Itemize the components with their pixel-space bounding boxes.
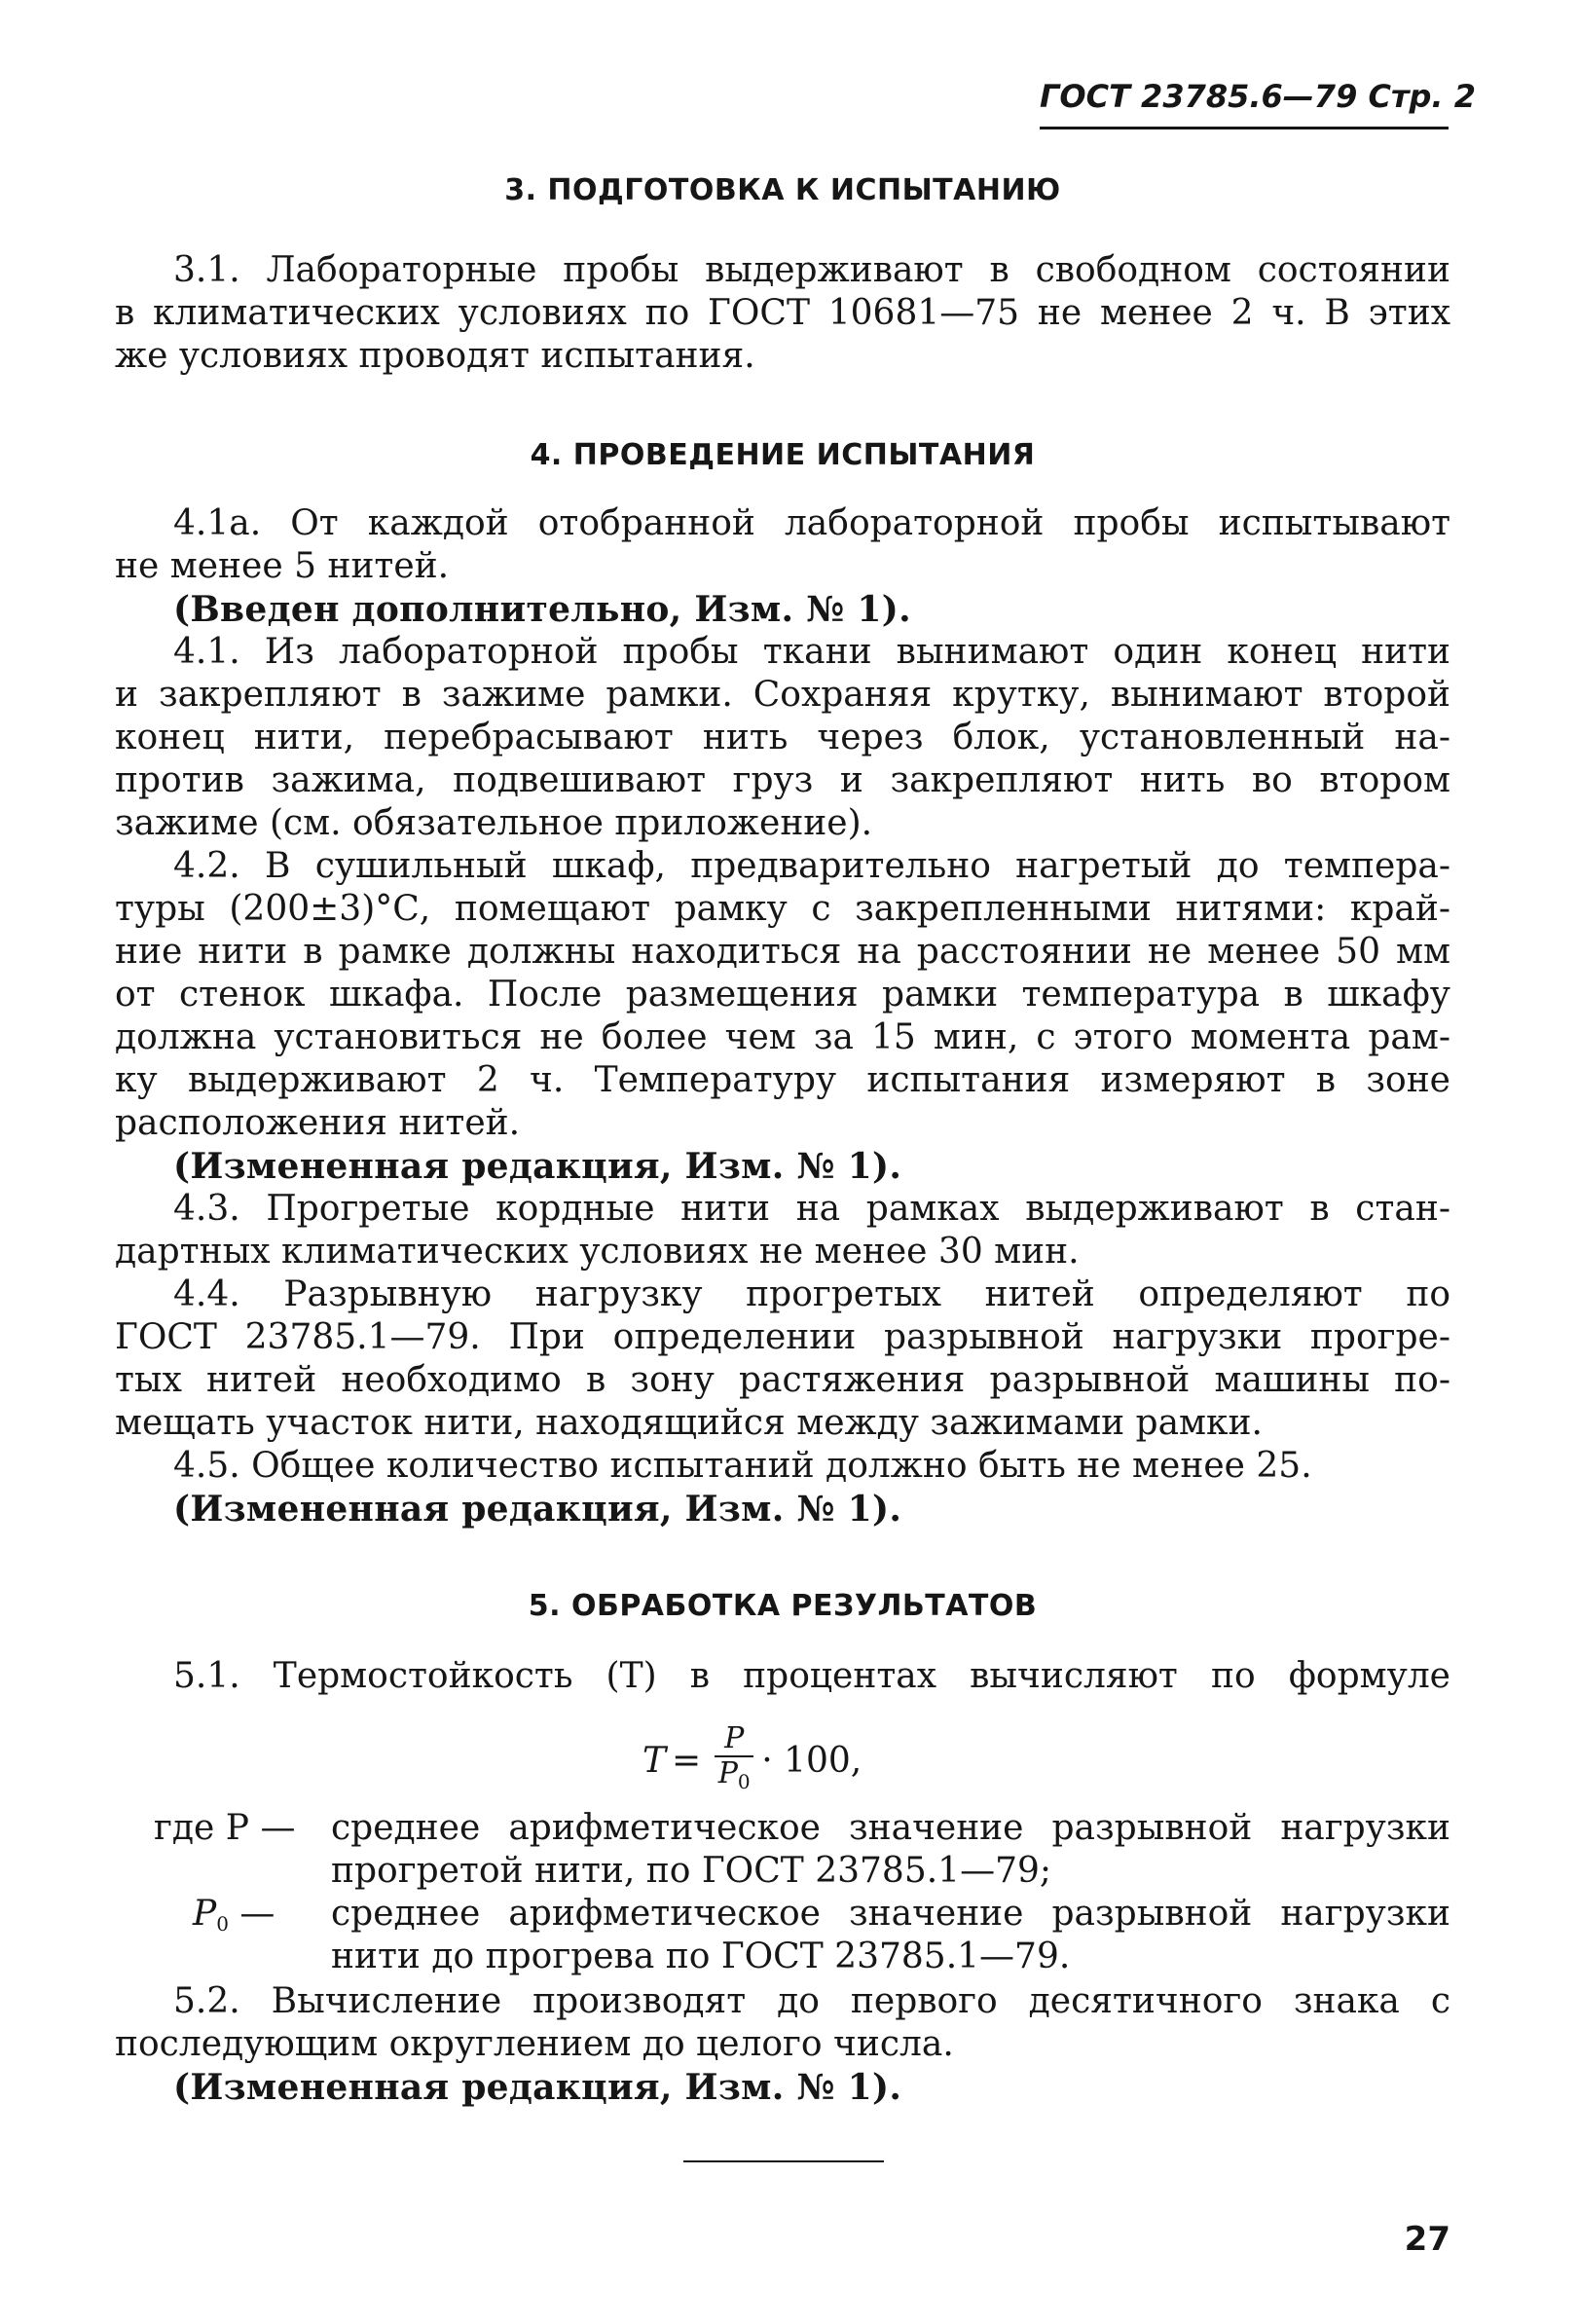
paragraph-line: 4.5. Общее количество испытаний должно быть не менее 25. (173, 1446, 1312, 1486)
formula-fraction (715, 1721, 753, 1796)
formula-multiplier: · 100, (761, 1740, 862, 1781)
paragraph-4-3 (115, 1188, 1450, 1273)
amendment-note: (Измененная редакция, Изм. № 1). (173, 2067, 902, 2108)
paragraph-line: ние нити в рамке должны находиться на расстоянии не менее 50 мм (115, 932, 1450, 972)
paragraph-4-4 (115, 1273, 1450, 1445)
paragraph-line: 4.2. В сушильный шкаф, предварительно нагретый до темпера- (173, 846, 1450, 886)
paragraph-line: расположения нитей. (115, 1103, 521, 1143)
paragraph-line: в климатических условиях по ГОСТ 10681—75 не менее 2 ч. В этих (115, 293, 1450, 333)
paragraph-line: среднее арифметическое значение разрывной нагрузки (331, 1808, 1450, 1848)
paragraph-line: дартных климатических условиях не менее 30 мин. (115, 1232, 1080, 1272)
formula-lhs: T (642, 1740, 667, 1781)
paragraph-line: 3.1. Лабораторные пробы выдерживают в свободном состоянии (173, 250, 1450, 290)
paragraph-line: среднее арифметическое значение разрывной нагрузки (331, 1894, 1450, 1934)
paragraph-line: 4.4. Разрывную нагрузку прогретых нитей определяют по (173, 1274, 1450, 1314)
paragraph-line: 4.1. Из лабораторной пробы ткани вынимают один конец нити (173, 632, 1450, 672)
paragraph-line: мещать участок нити, находящийся между зажимами рамки. (115, 1403, 1263, 1443)
paragraph-line: прогретой нити, по ГОСТ 23785.1—79; (331, 1851, 1052, 1891)
paragraph-line: 5.1. Термостойкость (T) в процентах вычисляют по формуле (173, 1656, 1450, 1696)
amendment-note: (Введен дополнительно, Изм. № 1). (173, 589, 911, 630)
paragraph-line: 5.2. Вычисление производят до первого десятичного знака с (173, 1981, 1450, 2021)
page-number: 27 (1404, 2220, 1450, 2259)
formula-numerator: P (724, 1721, 745, 1755)
where-p-text (331, 1807, 1450, 1893)
header-rule (1040, 127, 1449, 129)
formula-equals: = (672, 1740, 702, 1781)
section-4-heading: 4. ПРОВЕДЕНИЕ ИСПЫТАНИЯ (530, 438, 1036, 472)
paragraph-line: от стенок шкафа. После размещения рамки температура в шкафу (115, 975, 1450, 1014)
where-p-label: где P — (154, 1808, 296, 1848)
paragraph-line: конец нити, перебрасывают нить через блок, установленный на- (115, 718, 1450, 757)
footer-rule (683, 2160, 884, 2162)
paragraph-line: и закрепляют в зажиме рамки. Сохраняя крутку, вынимают второй (115, 675, 1450, 715)
formula-denominator: $P_0$ (717, 1756, 751, 1793)
paragraph-4-2 (115, 845, 1450, 1188)
paragraph-4-1 (115, 631, 1450, 845)
paragraph-line: тых нитей необходимо в зону растяжения разрывной машины по- (115, 1360, 1450, 1400)
paragraph-3-1 (115, 249, 1450, 378)
paragraph-line: зажиме (см. обязательное приложение). (115, 803, 873, 843)
amendment-note: (Измененная редакция, Изм. № 1). (173, 1489, 902, 1530)
paragraph-line: же условиях проводят испытания. (115, 336, 755, 376)
paragraph-5-2 (115, 1980, 1450, 2109)
paragraph-line: 4.3. Прогретые кордные нити на рамках выдерживают в стан- (173, 1189, 1450, 1229)
where-p0-definition (115, 1893, 1450, 1978)
paragraph-line: не менее 5 нитей. (115, 546, 450, 586)
document-id: ГОСТ 23785.6—79 (1040, 78, 1358, 115)
paragraph-line: нити до прогрева по ГОСТ 23785.1—79. (331, 1937, 1071, 1976)
paragraph-line: должна установиться не более чем за 15 мин, с этого момента рам- (115, 1017, 1450, 1057)
where-p-definition (115, 1807, 1450, 1893)
page-label: Стр. 2 (1368, 78, 1476, 115)
amendment-note: (Измененная редакция, Изм. № 1). (173, 1146, 902, 1187)
paragraph-line: ГОСТ 23785.1—79. При определении разрывной нагрузки прогре- (115, 1317, 1450, 1357)
where-p0-label: $P_0$ — (193, 1894, 275, 1936)
paragraph-5-1 (115, 1655, 1450, 1698)
paragraph-line: 4.1а. От каждой отобранной лабораторной пробы испытывают (173, 503, 1450, 543)
paragraph-4-1a (115, 502, 1450, 631)
where-p0-text (331, 1893, 1450, 1978)
page-header (1040, 78, 1476, 115)
paragraph-line: туры (200±3)°С, помещают рамку с закрепленными нитями: край- (115, 889, 1450, 929)
paragraph-line: против зажима, подвешивают груз и закрепляют нить во втором (115, 760, 1450, 800)
section-5-heading: 5. ОБРАБОТКА РЕЗУЛЬТАТОВ (528, 1589, 1038, 1623)
section-3-heading: 3. ПОДГОТОВКА К ИСПЫТАНИЮ (504, 173, 1061, 207)
paragraph-line: ку выдерживают 2 ч. Температуру испытания измеряют в зоне (115, 1060, 1450, 1100)
paragraph-4-5 (115, 1445, 1450, 1531)
paragraph-line: последующим округлением до целого числа. (115, 2024, 954, 2064)
thermal-resistance-formula (642, 1721, 862, 1799)
